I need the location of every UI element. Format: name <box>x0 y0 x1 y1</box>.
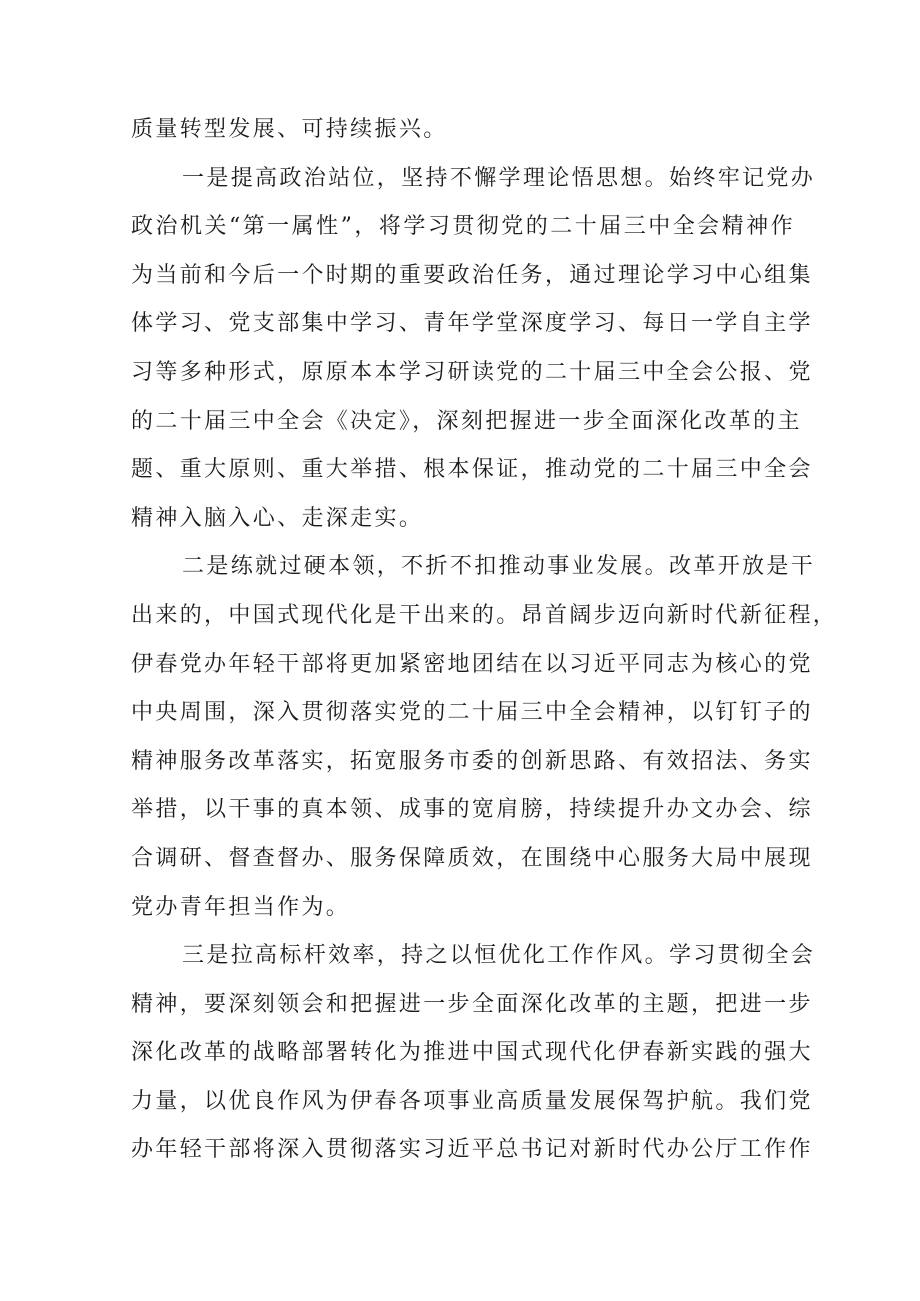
text-line: 精神，要深刻领会和把握进一步全面深化改革的主题，把进一步 <box>131 991 813 1017</box>
text-line: 办年轻干部将深入贯彻落实习近平总书记对新时代办公厅工作作 <box>131 1137 813 1163</box>
text-line: 的二十届三中全会《决定》，深刻把握进一步全面深化改革的主 <box>131 408 802 434</box>
text-line: 出来的，中国式现代化是干出来的。昂首阔步迈向新时代新征程， <box>131 602 838 628</box>
text-line: 质量转型发展、可持续振兴。 <box>131 117 448 142</box>
text-line: 精神入脑入心、走深走实。 <box>131 505 424 531</box>
text-line: 力量，以优良作风为伊春各项事业高质量发展保驾护航。我们党 <box>131 1088 813 1114</box>
paragraph-continuation <box>131 106 795 155</box>
text-line: 题、重大原则、重大举措、根本保证，推动党的二十届三中全会 <box>131 457 813 483</box>
text-line: 一是提高政治站位，坚持不懈学理论悟思想。始终牢记党办 <box>182 165 816 191</box>
document-body <box>131 106 838 1175</box>
text-line: 伊春党办年轻干部将更加紧密地团结在以习近平同志为核心的党 <box>131 651 813 677</box>
text-line: 政治机关“第一属性”，将学习贯彻党的二十届三中全会精神作 <box>131 214 795 240</box>
text-line: 为当前和今后一个时期的重要政治任务，通过理论学习中心组集 <box>131 262 813 288</box>
paragraph-skills <box>131 543 838 932</box>
text-line: 深化改革的战略部署转化为推进中国式现代化伊春新实践的强大 <box>131 1040 813 1066</box>
text-line: 体学习、党支部集中学习、青年学堂深度学习、每日一学自主学 <box>131 311 813 337</box>
text-line: 党办青年担当作为。 <box>131 894 351 920</box>
text-line: 精神服务改革落实，拓宽服务市委的创新思路、有效招法、务实 <box>131 748 813 774</box>
paragraph-work-style <box>131 932 816 1175</box>
paragraph-political-stance <box>131 155 816 544</box>
text-line: 中央周围，深入贯彻落实党的二十届三中全会精神，以钉钉子的 <box>131 700 813 726</box>
text-line: 习等多种形式，原原本本学习研读党的二十届三中全会公报、党 <box>131 359 813 385</box>
text-line: 二是练就过硬本领，不折不扣推动事业发展。改革开放是干 <box>182 554 816 580</box>
text-line: 合调研、督查督办、服务保障质效，在围绕中心服务大局中展现 <box>131 845 813 871</box>
text-line: 三是拉高标杆效率，持之以恒优化工作作风。学习贯彻全会 <box>182 943 816 969</box>
text-line: 举措，以干事的真本领、成事的宽肩膀，持续提升办文办会、综 <box>131 797 813 823</box>
